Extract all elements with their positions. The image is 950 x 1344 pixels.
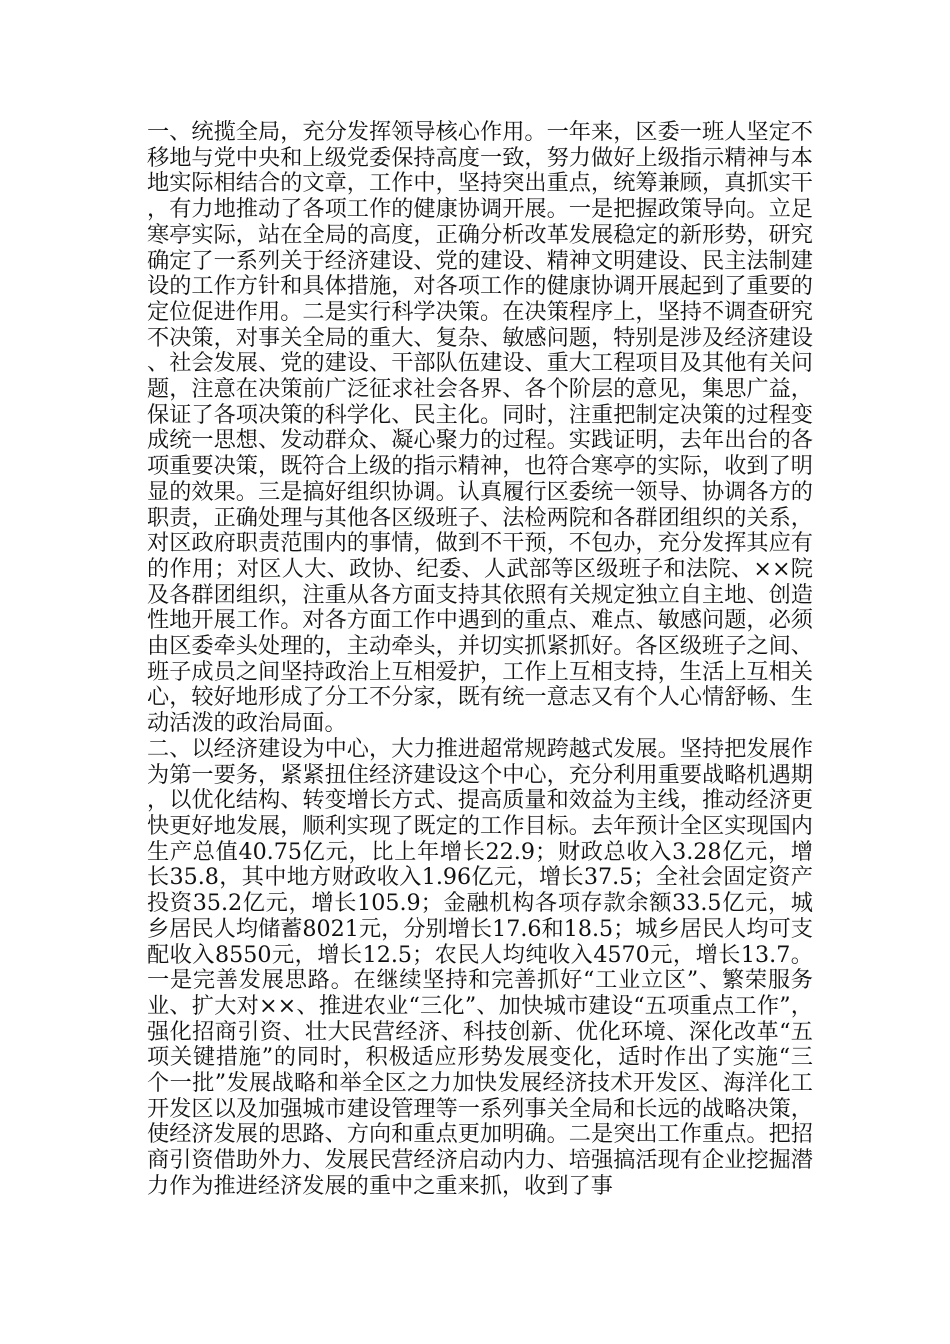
document-body: [147, 120, 813, 1200]
paragraph-2: 二、以经济建设为中心，大力推进超常规跨越式发展。坚持把发展作为第一要务，紧紧扭住经济建设这个中心，充分利用重要战略机遇期，以优化结构、转变增长方式、提高质量和效益为主线，推动经济更快更好地发展，顺利实现了既定的工作目标。去年预计全区实现国内生产总值40.75亿元，比上年增长22.9；财政总收入3.28亿元，增长35.8，其中地方财政收入1.96亿元，增长37.5；全社会固定资产投资35.2亿元，增长105.9；金融机构各项存款余额33.5亿元，城乡居民人均储蓄8021元，分别增长17.6和18.5；城乡居民人均可支配收入8550元，增长12.5；农民人均纯收入4570元，增长13.7。一是完善发展思路。在继续坚持和完善抓好“工业立区”、繁荣服务业、扩大对××、推进农业“三化”、加快城市建设“五项重点工作”，强化招商引资、壮大民营经济、科技创新、优化环境、深化改革“五项关键措施”的同时，积极适应形势发展变化，适时作出了实施“三个一批”发展战略和举全区之力加快发展经济技术开发区、海洋化工开发区以及加强城市建设管理等一系列事关全局和长远的战略决策，使经济发展的思路、方向和重点更加明确。二是突出工作重点。把招商引资借助外力、发展民营经济启动内力、培强搞活现有企业挖掘潜力作为推进经济发展的重中之重来抓，收到了事: [147, 735, 813, 1199]
paragraph-1: 一、统揽全局，充分发挥领导核心作用。一年来，区委一班人坚定不移地与党中央和上级党委保持高度一致，努力做好上级指示精神与本地实际相结合的文章，工作中，坚持突出重点，统筹兼顾，真抓实干，有力地推动了各项工作的健康协调开展。一是把握政策导向。立足寒亭实际，站在全局的高度，正确分析改革发展稳定的新形势，研究确定了一系列关于经济建设、党的建设、精神文明建设、民主法制建设的工作方针和具体措施，对各项工作的健康协调开展起到了重要的定位促进作用。二是实行科学决策。在决策程序上，坚持不调查研究不决策，对事关全局的重大、复杂、敏感问题，特别是涉及经济建设、社会发展、党的建设、干部队伍建设、重大工程项目及其他有关问题，注意在决策前广泛征求社会各界、各个阶层的意见，集思广益，保证了各项决策的科学化、民主化。同时，注重把制定决策的过程变成统一思想、发动群众、凝心聚力的过程。实践证明，去年出台的各项重要决策，既符合上级的指示精神，也符合寒亭的实际，收到了明显的效果。三是搞好组织协调。认真履行区委统一领导、协调各方的职责，正确处理与其他各区级班子、法检两院和各群团组织的关系，对区政府职责范围内的事情，做到不干预，不包办，充分发挥其应有的作用；对区人大、政协、纪委、人武部等区级班子和法院、××院及各群团组织，注重从各方面支持其依照有关规定独立自主地、创造性地开展工作。对各方面工作中遇到的重点、难点、敏感问题，必须由区委牵头处理的，主动牵头，并切实抓紧抓好。各区级班子之间、班子成员之间坚持政治上互相爱护，工作上互相支持，生活上互相关心，较好地形成了分工不分家，既有统一意志又有个人心情舒畅、生动活泼的政治局面。: [147, 119, 813, 737]
